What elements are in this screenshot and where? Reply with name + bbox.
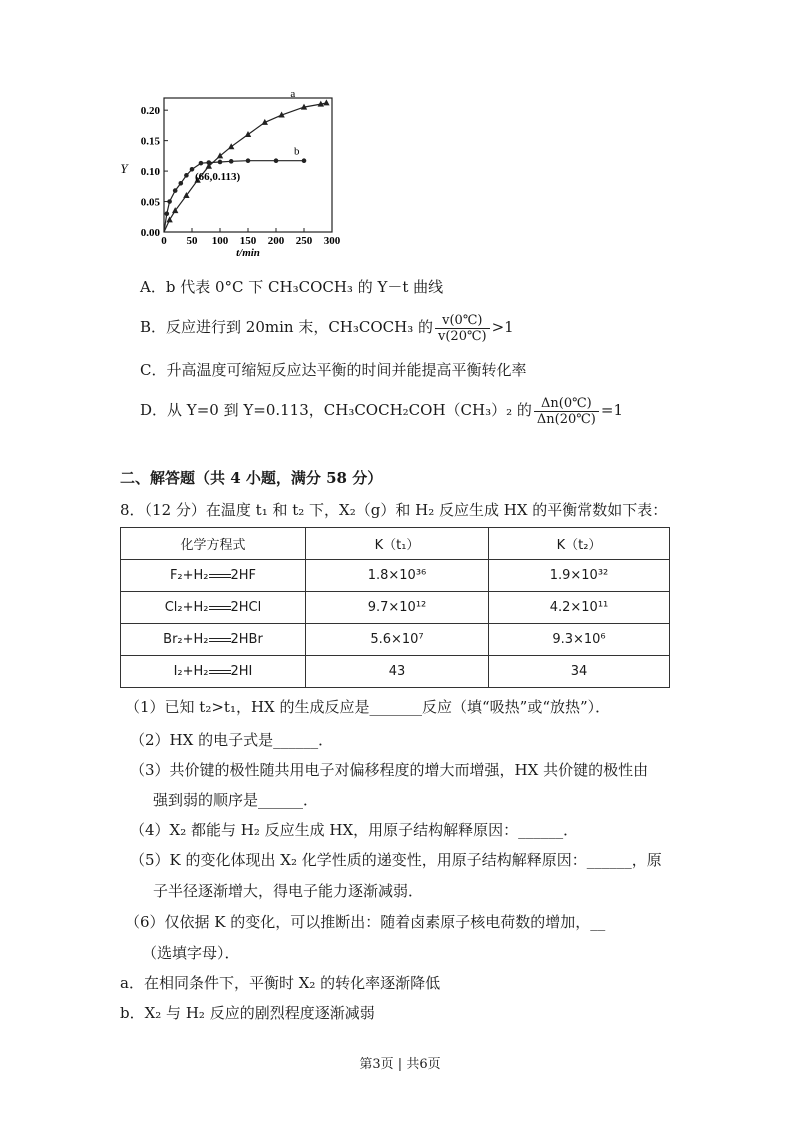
equation-reactants: Cl₂+H₂ [164, 600, 209, 615]
option-b-text: B．反应进行到 20min 末，CH₃COCH₃ 的 [140, 318, 434, 336]
table-header-cell: 化学方程式 [121, 528, 306, 560]
sub-question-6-line1: （6）仅依据 K 的变化，可以推断出：随着卤素原子核电荷数的增加，__ [125, 913, 606, 931]
equation-cell [121, 592, 306, 624]
equation-cell [121, 560, 306, 592]
k-t1-cell: 43 [306, 656, 489, 688]
equation-reactants: Br₂+H₂ [163, 632, 209, 647]
x-tick-label: 300 [323, 235, 341, 247]
equilibrium-constant-table [120, 527, 670, 688]
equation-product: 2HCl [230, 600, 262, 615]
sub-question-6-line2: （选填字母）． [142, 944, 240, 962]
sub-question-1: （1）已知 t₂>t₁，HX 的生成反应是_______反应（填“吸热”或“放热”）． [125, 698, 611, 716]
page-footer: 第3页 | 共6页 [359, 1057, 441, 1072]
option-a: A．b 代表 0°C 下 CH₃COCH₃ 的 Y－t 曲线 [140, 278, 444, 296]
sub-question-3-line2: 强到弱的顺序是______． [153, 791, 319, 809]
option-b-tail: >1 [491, 318, 514, 336]
equilibrium-arrow-icon [209, 667, 231, 677]
k-t2-cell: 9.3×10⁶ [489, 624, 670, 656]
option-c: C．升高温度可缩短反应达平衡的时间并能提高平衡转化率 [140, 361, 527, 379]
option-d [140, 393, 623, 427]
equation-product: 2HBr [230, 632, 263, 647]
equilibrium-arrow-icon [209, 603, 231, 613]
k-t1-cell: 9.7×10¹² [306, 592, 489, 624]
equation-product: 2HF [230, 568, 257, 583]
option-d-numerator: Δn(0℃) [534, 396, 599, 412]
equation-reactants: F₂+H₂ [169, 568, 209, 583]
data-point-b [167, 199, 172, 204]
plot-frame [164, 98, 332, 232]
data-point-b [190, 167, 195, 172]
table-header-cell: K（t₁） [306, 528, 489, 560]
x-tick-label: 200 [267, 235, 285, 247]
table-row [121, 656, 670, 688]
data-point-a [217, 152, 223, 158]
equilibrium-arrow-icon [209, 635, 231, 645]
table-row [121, 560, 670, 592]
point-annotation: (66,0.113) [194, 171, 241, 184]
reaction-curve-chart [110, 92, 350, 272]
data-point-b [184, 173, 189, 178]
equation-reactants: I₂+H₂ [173, 664, 209, 679]
sub-question-4: （4）X₂ 都能与 H₂ 反应生成 HX，用原子结构解释原因：______． [130, 821, 579, 839]
option-b-fraction [435, 313, 490, 344]
equation-cell [121, 624, 306, 656]
data-point-b [218, 160, 223, 165]
x-tick-label: 150 [239, 235, 257, 247]
data-point-b [274, 158, 279, 163]
section-title: 二、解答题（共 4 小题，满分 58 分） [120, 469, 383, 487]
sub-question-5-line2: 子半径逐渐增大，得电子能力逐渐减弱． [153, 882, 424, 900]
series-label-b: b [294, 145, 300, 158]
y-tick-label: 0.00 [140, 227, 160, 239]
y-tick-label: 0.05 [140, 196, 160, 209]
k-t1-cell: 1.8×10³⁶ [306, 560, 489, 592]
data-point-b [229, 159, 234, 164]
equation-product: 2HI [230, 664, 253, 679]
data-point-b [199, 161, 204, 166]
data-point-b [302, 158, 307, 163]
data-point-a [323, 99, 329, 105]
option-d-text: D．从 Y=0 到 Y=0.113，CH₃COCH₂COH（CH₃）₂ 的 [140, 401, 532, 419]
option-b-denominator: v(20℃) [438, 328, 487, 344]
x-tick-label: 0 [161, 235, 167, 247]
sub-question-2: （2）HX 的电子式是______． [130, 731, 334, 749]
x-axis-label: t/min [236, 247, 260, 259]
data-point-b [179, 181, 184, 186]
k-t2-cell: 4.2×10¹¹ [489, 592, 670, 624]
choice-a: a．在相同条件下，平衡时 X₂ 的转化率逐渐降低 [120, 974, 441, 992]
data-point-b [173, 188, 178, 193]
y-axis-label: Y [120, 161, 128, 176]
x-tick-label: 50 [186, 235, 198, 247]
data-point-a [245, 131, 251, 137]
option-d-denominator: Δn(20℃) [536, 411, 596, 427]
sub-question-3-line1: （3）共价键的极性随共用电子对偏移程度的增大而增强，HX 共价键的极性由 [130, 761, 649, 779]
sub-question-5-line1: （5）K 的变化体现出 X₂ 化学性质的递变性，用原子结构解释原因：______，原 [130, 851, 662, 869]
x-tick-label: 250 [295, 235, 313, 247]
series-label-a: a [290, 92, 296, 100]
data-point-b [165, 211, 170, 216]
table-header-row [121, 528, 670, 560]
data-point-b [246, 158, 251, 163]
y-tick-label: 0.10 [140, 166, 160, 179]
data-point-b [207, 160, 212, 165]
equilibrium-arrow-icon [209, 571, 231, 581]
table-row [121, 592, 670, 624]
table-header-cell: K（t₂） [489, 528, 670, 560]
equation-cell [121, 656, 306, 688]
option-b [140, 310, 514, 344]
data-point-a [228, 143, 234, 149]
k-t2-cell: 1.9×10³² [489, 560, 670, 592]
x-tick-label: 100 [211, 235, 229, 247]
option-d-fraction [534, 396, 599, 427]
choice-b: b．X₂ 与 H₂ 反应的剧烈程度逐渐减弱 [120, 1004, 375, 1022]
question-8-stem: 8．（12 分）在温度 t₁ 和 t₂ 下，X₂（g）和 H₂ 反应生成 HX 的平衡常数如下表： [120, 501, 668, 519]
option-b-numerator: v(0℃) [435, 313, 490, 329]
series-line-a [164, 103, 326, 232]
y-tick-label: 0.15 [140, 135, 160, 148]
option-d-tail: =1 [600, 401, 624, 419]
k-t1-cell: 5.6×10⁷ [306, 624, 489, 656]
table-row [121, 624, 670, 656]
y-tick-label: 0.20 [140, 105, 160, 118]
k-t2-cell: 34 [489, 656, 670, 688]
